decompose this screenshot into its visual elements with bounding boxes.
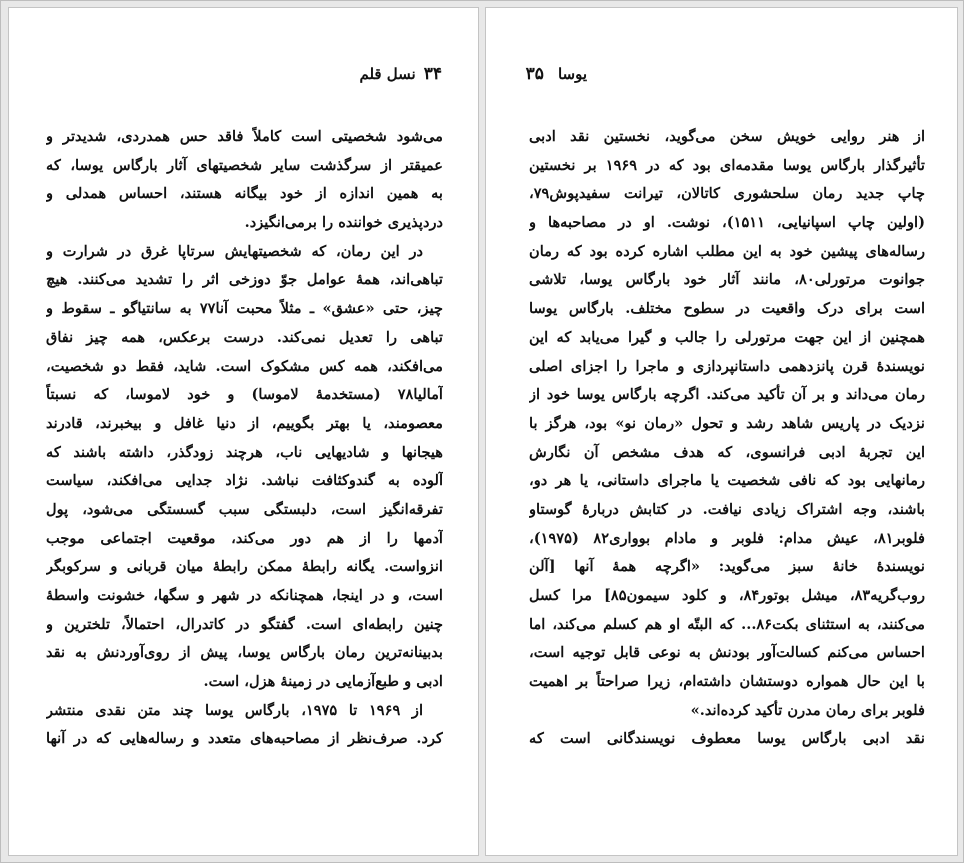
text-line: رساله‌های پیشین خود به این مطلب اشاره کرده بود که رمان (529, 242, 925, 260)
text-line: کرد. صرف‌نظر از مصاحبه‌های متعدد و رساله‌هایی که در آنها (46, 730, 443, 748)
right-page-header (526, 64, 587, 84)
text-line: از هنر روایی خویش سخن می‌گوید، نخستین نقد ادبی (529, 128, 925, 145)
text-line: با این حال همواره دوستشان داشته‌ام، زیرا صراحتاً بر اهمیت (529, 673, 925, 691)
left-page (8, 7, 479, 856)
text-line: تفرقه‌انگیز است، دلبستگی سبب گسستگی می‌شود، پول (46, 500, 443, 518)
left-running-head: نسل قلم (359, 65, 416, 83)
left-page-number: ۳۴ (423, 64, 442, 84)
text-line: چیز، حتی «عشق» ـ مثلاً محبت آنا۷۷ به سانتیاگو ـ سقوط و (46, 300, 443, 318)
text-line: معصومند، یا بهتر بگوییم، از دنیا غافل و بیخبرند، قادرند (46, 414, 443, 432)
text-line: رمان می‌داند و بر آن تأکید می‌کند. اگرچه بارگاس یوسا خود از (529, 386, 925, 404)
text-line: آلوده به گندوکثافت نباشد. نژاد جدایی می‌افکند، سیاست (46, 472, 443, 490)
text-line: نویسندهٔ خانهٔ سبز می‌گوید: «اگرچه همهٔ آنها [آلن (529, 558, 925, 576)
text-line: تباهی را تعدیل نمی‌کند. درست برعکس، همه چیز نفاق (46, 328, 443, 346)
text-line: این تجربهٔ ادبی فرانسوی، که هدف مشخص آن نگارش (529, 443, 925, 461)
text-line: از ۱۹۶۹ تا ۱۹۷۵، بارگاس یوسا چند متن نقدی منتشر (46, 701, 424, 719)
text-line: احساس می‌کنم کسالت‌آور بودنش به نوعی قابل توجیه است، (529, 644, 925, 662)
text-line: باشند، وجه اشتراک زیادی نیافت. در کتابش دربارهٔ گوستاو (529, 500, 925, 518)
text-line: نزدیک در پاریس شاهد رشد و تحول «رمان نو» بود، هرگز با (529, 414, 925, 432)
text-line: رمانهایی بود که نافی شخصیت یا ماجرای داستانی، یا هر دو، (529, 472, 925, 490)
text-line: بدبینانه‌ترین رمان بارگاس یوسا، پیش از روی‌آوردنش به نقد (46, 644, 443, 662)
text-line: نویسندهٔ قرن پانزدهمی داستانپردازی و ماجرا را اجزای اصلی (529, 357, 925, 375)
right-page (485, 7, 958, 856)
text-line: هیجانها و شادیهایی ناب، هرچند زودگذر، داشته باشند که (46, 443, 443, 461)
text-line: دردپذیری خواننده را برمی‌انگیزد. (244, 214, 443, 232)
text-line: است برای درک واقعیت در سطوح مختلف. بارگاس یوسا (529, 300, 925, 318)
text-line: انزواست. یگانه رابطهٔ ممکن رابطهٔ میان قربانی و سرکوبگر (46, 558, 443, 576)
text-line: همچنین از این جهت مرتورلی را جالب و گیرا می‌یابد که این (529, 328, 925, 346)
text-line: در این رمان، که شخصیتهایش سرتاپا غرق در شرارت و (46, 242, 423, 260)
left-page-text (46, 123, 443, 754)
text-line: چنین رابطه‌ای است. گفتگو در کاتدرال، احتمالاً، تلخترین و (46, 615, 443, 633)
text-line: به همین اندازه از خود بیگانه هستند، احساس همدلی و (46, 185, 443, 203)
text-line: فلوبر۸۱، عیش مدام: فلوبر و مادام بوواری۸۲ (۱۹۷۵)، (529, 529, 925, 547)
text-line: است، و در اینجا، همچنانکه در شهر و سگها، خشونت واسطهٔ (46, 587, 443, 604)
text-line: می‌افکند، همه کس مشکوک است. شاید، فقط دو شخصیت، (46, 357, 443, 375)
text-line: روب‌گریه۸۳، میشل بوتور۸۴، و کلود سیمون۸۵] مرا کسل (529, 587, 925, 604)
text-line: جوانوت مرتورلی۸۰، مانند آثار خود بارگاس یوسا، تلاشی (529, 271, 925, 289)
right-running-head: یوسا (557, 65, 587, 83)
text-line: (اولین چاپ اسپانیایی، ۱۵۱۱)، نوشت. او در مصاحبه‌ها و (529, 214, 925, 232)
right-page-number: ۳۵ (525, 64, 544, 84)
text-line: تأثیرگذار بارگاس یوسا مقدمه‌ای بود که در ۱۹۶۹ بر نخستین (529, 156, 925, 174)
text-line: فلوبر برای رمان مدرن تأکید کرده‌اند.» (690, 701, 925, 719)
left-page-header (359, 64, 442, 84)
text-line: نقد ادبی بارگاس یوسا معطوف نویسندگانی است که (529, 730, 925, 748)
text-line: چاپ جدید رمان سلحشوری کاتالان، تیرانت سفیدپوش۷۹، (529, 185, 925, 203)
right-page-text (529, 123, 925, 754)
text-line: ادبی و طبع‌آزمایی در زمینهٔ هزل، است. (203, 673, 443, 691)
text-line: عمیقتر از سرگذشت سایر شخصیتهای آثار بارگاس یوسا، که (46, 156, 443, 174)
text-line: می‌کنند، به استثنای بکت۸۶... که البتّه او هم کسلم می‌کند، اما (529, 615, 925, 633)
text-line: تباهی‌اند، همهٔ عوامل جوّ دوزخی اثر را تشدید می‌کنند. هیچ (46, 271, 443, 289)
text-line: آمالیا۷۸ (مستخدمهٔ لاموسا) و خود لاموسا، که نسبتاً (46, 386, 443, 404)
text-line: آدمها را از هم دور می‌کند، موقعیت اجتماعی موجب (46, 529, 443, 547)
text-line: می‌شود شخصیتی است کاملاً فاقد حس همدردی، شدیدتر و (46, 128, 443, 145)
